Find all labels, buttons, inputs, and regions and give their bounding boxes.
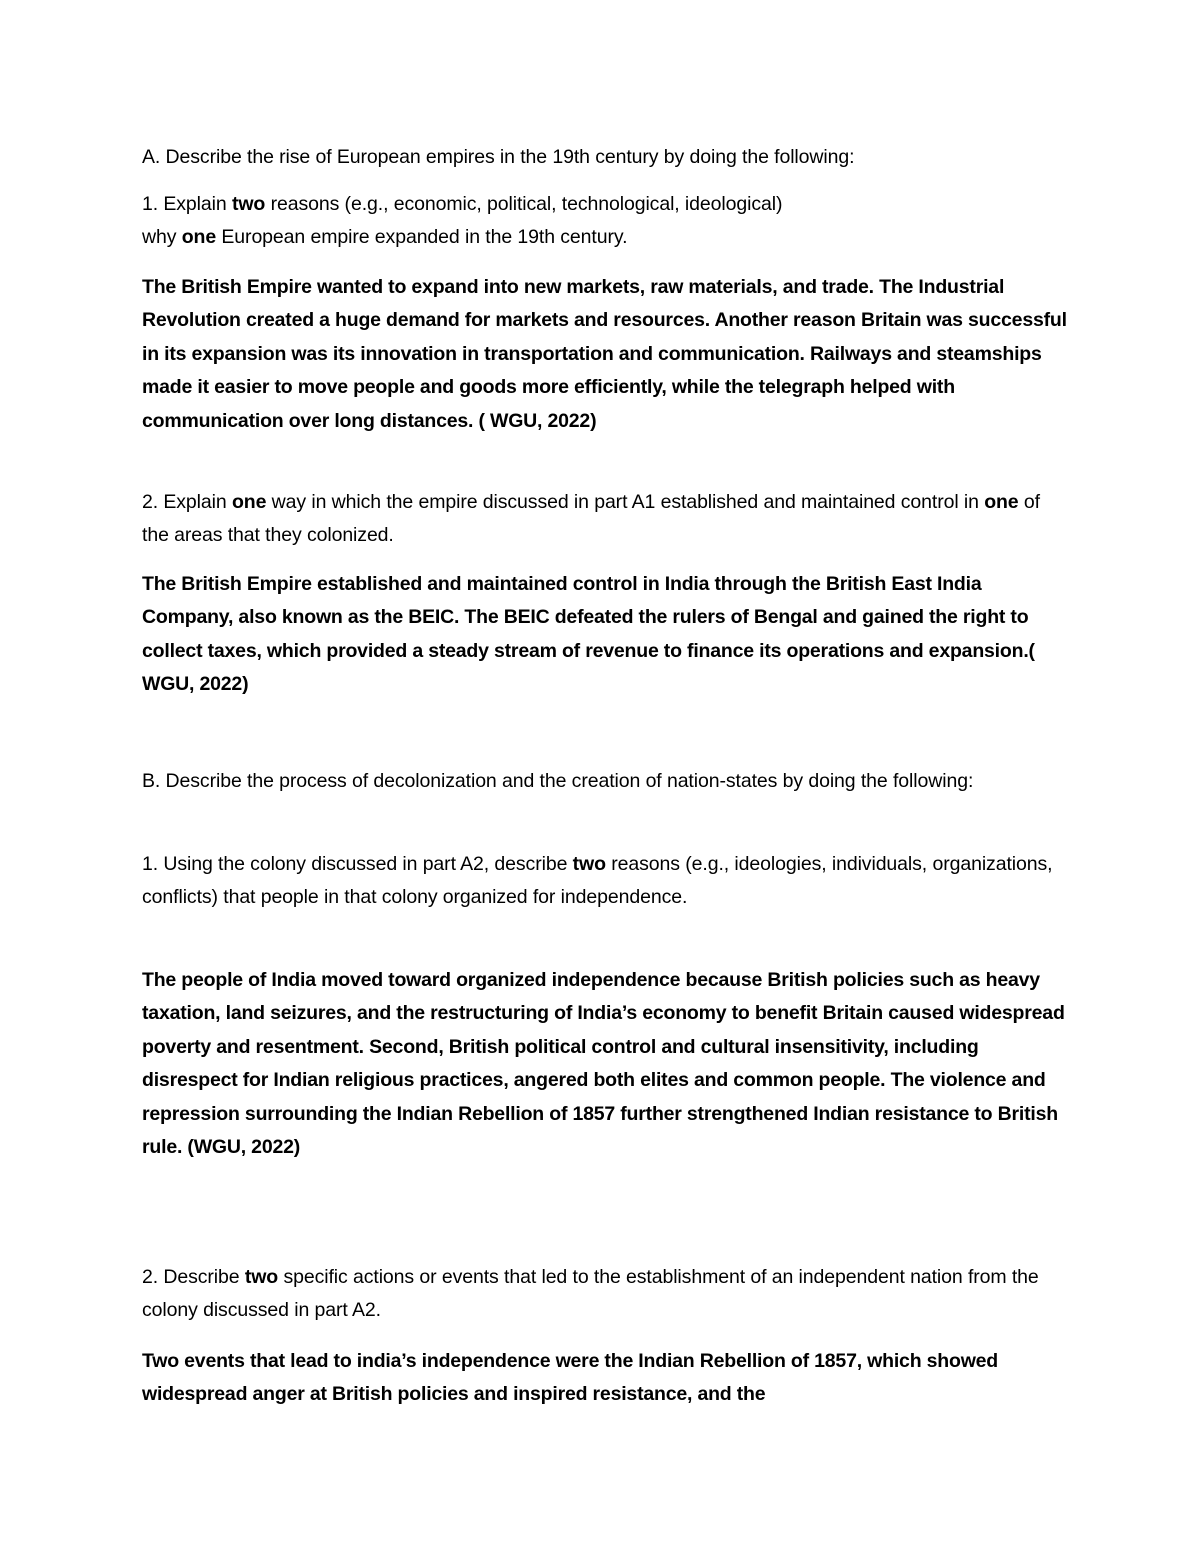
q-emphasis: one — [231, 491, 267, 513]
section-a-heading: A. Describe the rise of European empires in the 19th century by doing the following: — [142, 146, 855, 168]
section-b-heading: B. Describe the process of decolonization and the creation of nation-states by doing the following: — [142, 770, 974, 792]
q-emphasis: one — [984, 491, 1019, 513]
q-text: specific actions or events that led to the establishment of an independent nation from the colony discussed in part A2. — [142, 1266, 1039, 1322]
q-text: 2. Describe — [142, 1266, 245, 1288]
q-emphasis: two — [572, 853, 606, 875]
q-text: reasons (e.g., economic, political, technological, ideological) — [265, 193, 783, 215]
section-a-answer-2: The British Empire established and maintained control in India through the British East India Company, also known as the BEIC. The BEIC defeated the rulers of Bengal and gained the right to collect taxes, which provided a steady stream of revenue to finance its operations and expansion.( WGU, 2022) — [142, 573, 1035, 696]
q-text: of the areas that they colonized. — [142, 491, 1040, 547]
q-text: 1. Using the colony discussed in part A2, describe — [142, 853, 573, 875]
section-a-question-2 — [142, 486, 1072, 553]
section-b-question-2 — [142, 1261, 1072, 1328]
q-text: reasons (e.g., ideologies, individuals, organizations, conflicts) that people in that colony organized for independence. — [142, 853, 1053, 909]
q-emphasis: two — [244, 1266, 279, 1288]
section-b-answer-2: Two events that lead to india’s independence were the Indian Rebellion of 1857, which showed widespread anger at British policies and inspired resistance, and the — [142, 1350, 999, 1406]
q-text: why — [142, 226, 182, 249]
q-text: 2. Explain — [142, 491, 232, 513]
q-text: 1. Explain — [142, 193, 232, 215]
section-b-question-1 — [142, 848, 1072, 915]
q-text: European empire expanded in the 19th century. — [216, 226, 628, 249]
section-b-answer-1: The people of India moved toward organized independence because British policies such as heavy taxation, land seizures, and the restructuring of India’s economy to benefit Britain caused widespread poverty and resentment. Second, British political control and cultural insensitivity, including disrespect for Indian religious practices, angered both elites and common people. The violence and repression surrounding the Indian Rebellion of 1857 further strengthened Indian resistance to British rule. (WGU, 2022) — [142, 969, 1065, 1159]
section-a-answer-1: The British Empire wanted to expand into new markets, raw materials, and trade. The Industrial Revolution created a huge demand for markets and resources. Another reason Britain was successful in its expansion was its innovation in transportation and communication. Railways and steamships made it easier to move people and goods more efficiently, while the telegraph helped with communication over long distances. ( WGU, 2022) — [142, 276, 1067, 432]
q-emphasis: one — [181, 226, 217, 249]
q-emphasis: two — [231, 193, 266, 215]
section-a-question-1 — [142, 188, 1072, 255]
q-text: way in which the empire discussed in part A1 established and maintained control in — [266, 491, 985, 513]
